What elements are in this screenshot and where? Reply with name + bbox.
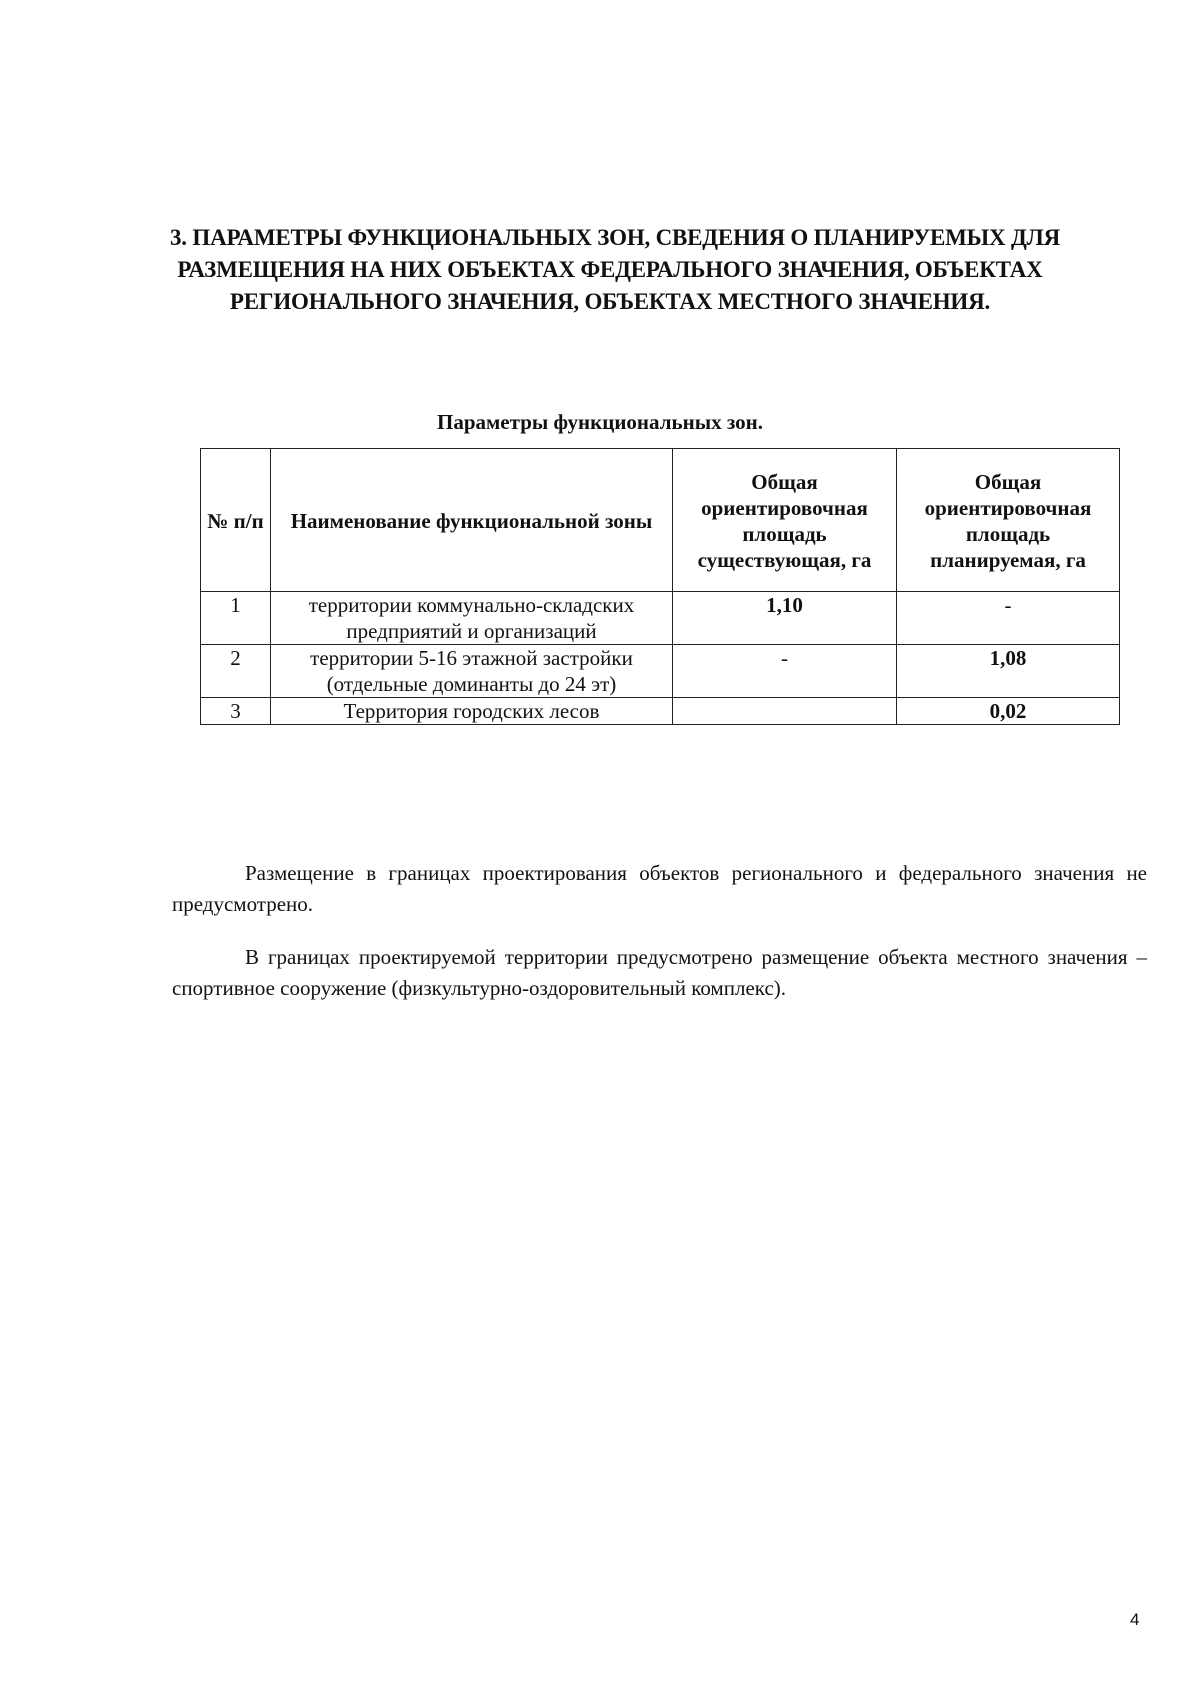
section-heading-line: РАЗМЕЩЕНИЯ НА НИХ ОБЪЕКТАХ ФЕДЕРАЛЬНОГО ЗНАЧЕНИЯ, ОБЪЕКТАХ <box>177 257 1043 282</box>
cell-zone-name: территории 5-16 этажной застройки (отдельные доминанты до 24 эт) <box>271 645 673 698</box>
cell-planned-area: - <box>897 592 1120 645</box>
header-zone-name: Наименование функциональной зоны <box>271 449 673 592</box>
page-number: 4 <box>1130 1610 1140 1629</box>
table-row <box>201 645 1120 698</box>
cell-number: 3 <box>201 698 271 725</box>
section-heading-line: РЕГИОНАЛЬНОГО ЗНАЧЕНИЯ, ОБЪЕКТАХ МЕСТНОГО ЗНАЧЕНИЯ. <box>229 289 991 314</box>
cell-planned-area: 1,08 <box>897 645 1120 698</box>
section-heading-line: 3. ПАРАМЕТРЫ ФУНКЦИОНАЛЬНЫХ ЗОН, СВЕДЕНИЯ О ПЛАНИРУЕМЫХ ДЛЯ <box>170 225 1060 250</box>
paragraph-local-objects: В границах проектируемой территории предусмотрено размещение объекта местного значения – спортивное сооружение (физкультурно-оздоровительный комплекс). <box>172 945 1147 1000</box>
cell-existing-area: 1,10 <box>673 592 897 645</box>
header-planned-area: Общая ориентировочная площадь планируемая, га <box>897 449 1120 592</box>
cell-existing-area <box>673 698 897 725</box>
cell-number: 1 <box>201 592 271 645</box>
cell-number: 2 <box>201 645 271 698</box>
section-heading <box>170 222 1060 318</box>
cell-zone-name: территории коммунально-складских предприятий и организаций <box>271 592 673 645</box>
functional-zones-table <box>200 448 1120 725</box>
table-row <box>201 592 1120 645</box>
cell-planned-area: 0,02 <box>897 698 1120 725</box>
header-existing-area: Общая ориентировочная площадь существующая, га <box>673 449 897 592</box>
table-row <box>201 698 1120 725</box>
cell-existing-area: - <box>673 645 897 698</box>
table-caption: Параметры функциональных зон. <box>436 410 764 434</box>
table-header-row <box>201 449 1120 592</box>
paragraph-federal-objects: Размещение в границах проектирования объектов регионального и федерального значения не предусмотрено. <box>172 861 1147 916</box>
cell-zone-name: Территория городских лесов <box>271 698 673 725</box>
header-number: № п/п <box>201 449 271 592</box>
